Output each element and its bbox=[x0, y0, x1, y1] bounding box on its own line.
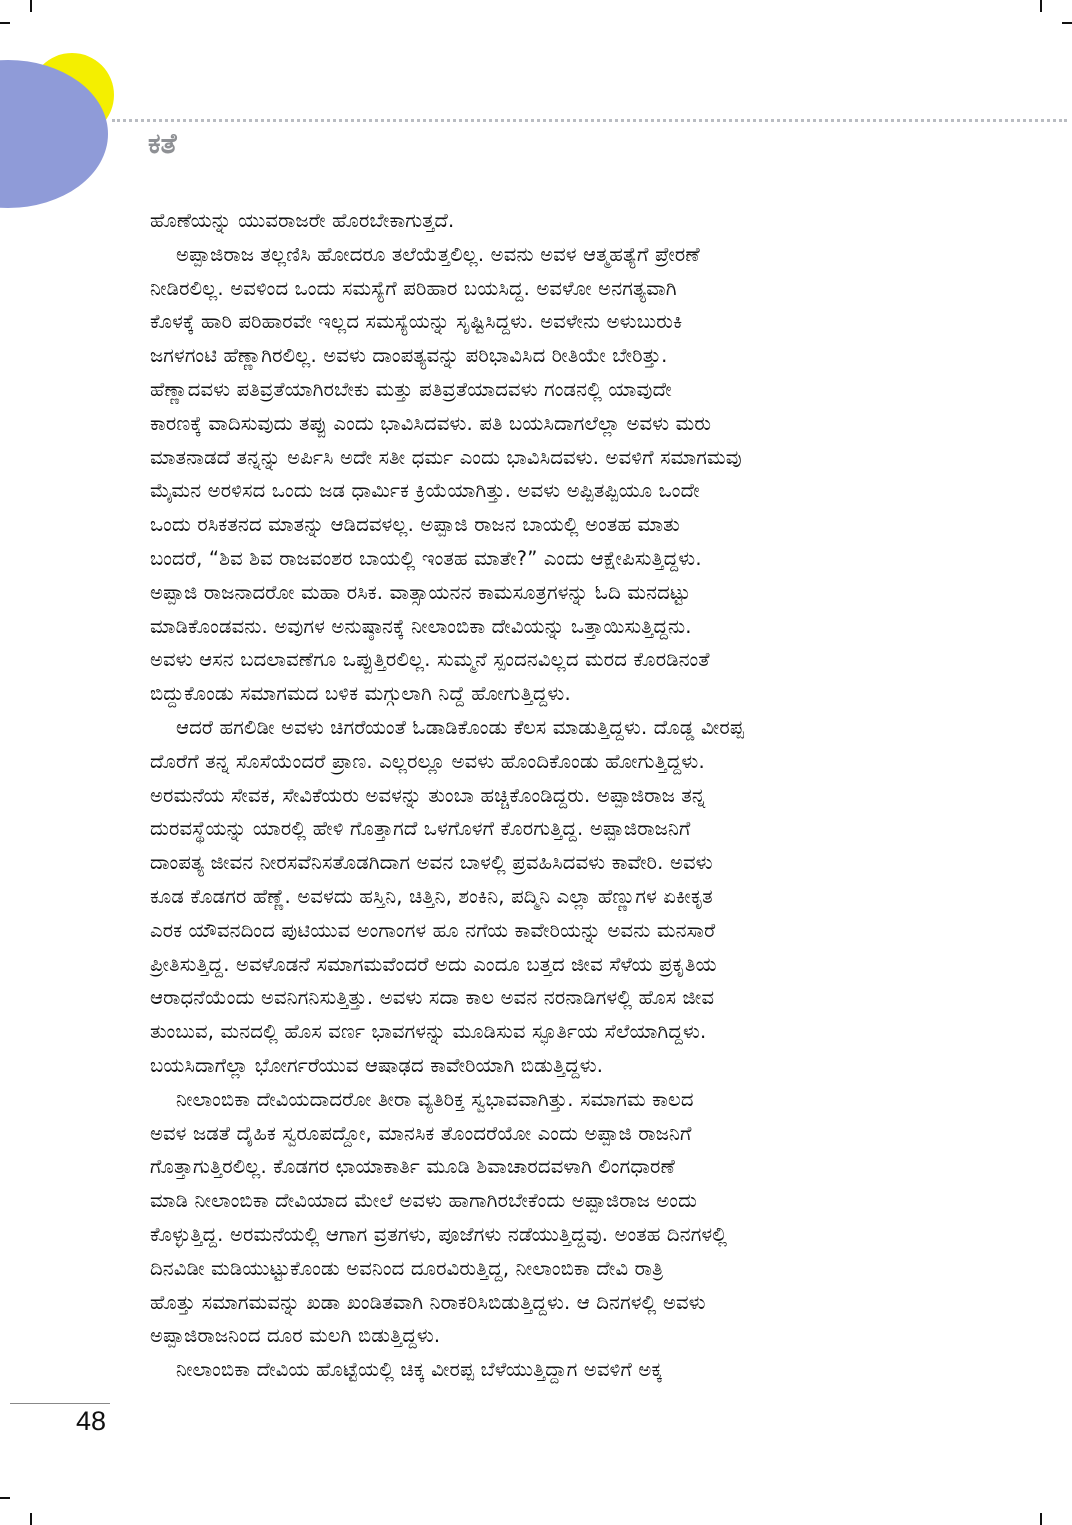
text-line: ಮಾತನಾಡದೆ ತನ್ನನ್ನು ಅರ್ಪಿಸಿ ಅದೇ ಸತೀ ಧರ್ಮ ಎಂದು ಭಾವಿಸಿದವಳು. ಅವಳಿಗೆ ಸಮಾಗಮವು bbox=[150, 445, 742, 469]
crop-mark-bottom-right-vertical bbox=[1040, 1513, 1042, 1525]
text-line: ಒಂದು ರಸಿಕತನದ ಮಾತನ್ನು ಆಡಿದವಳಲ್ಲ. ಅಪ್ಪಾಜಿ ರಾಜನ ಬಾಯಲ್ಲಿ ಅಂತಹ ಮಾತು bbox=[150, 513, 680, 537]
text-line: ಕಾರಣಕ್ಕೆ ವಾದಿಸುವುದು ತಪ್ಪು ಎಂದು ಭಾವಿಸಿದವಳು. ಪತಿ ಬಯಸಿದಾಗಲೆಲ್ಲಾ ಅವಳು ಮರು bbox=[150, 411, 712, 435]
text-line: ನೀಡಿರಲಿಲ್ಲ. ಅವಳಿಂದ ಒಂದು ಸಮಸ್ಯೆಗೆ ಪರಿಹಾರ ಬಯಸಿದ್ದ. ಅವಳೋ ಅನಗತ್ಯವಾಗಿ bbox=[150, 276, 677, 300]
text-line: ಮಾಡಿಕೊಂಡವನು. ಅವುಗಳ ಅನುಷ್ಠಾನಕ್ಕೆ ನೀಲಾಂಬಿಕಾ ದೇವಿಯನ್ನು ಒತ್ತಾಯಿಸುತ್ತಿದ್ದನು. bbox=[150, 614, 692, 638]
text-line: ಆರಾಧನೆಯೆಂದು ಅವನಿಗನಿಸುತ್ತಿತ್ತು. ಅವಳು ಸದಾ ಕಾಲ ಅವನ ನರನಾಡಿಗಳಲ್ಲಿ ಹೊಸ ಜೀವ bbox=[150, 986, 715, 1010]
text-line: ಅವಳು ಆಸನ ಬದಲಾವಣೆಗೂ ಒಪ್ಪುತ್ತಿರಲಿಲ್ಲ. ಸುಮ್ಮನೆ ಸ್ಪಂದನವಿಲ್ಲದ ಮರದ ಕೊರಡಿನಂತೆ bbox=[150, 648, 710, 672]
text-line: ಅಪ್ಪಾಜಿ ರಾಜನಾದರೋ ಮಹಾ ರಸಿಕ. ವಾತ್ಸಾಯನನ ಕಾಮಸೂತ್ರಗಳನ್ನು ಓದಿ ಮನದಟ್ಟು bbox=[150, 580, 691, 604]
crop-mark-top-right-horizontal bbox=[1062, 22, 1072, 24]
text-line: ದೊರೆಗೆ ತನ್ನ ಸೊಸೆಯೆಂದರೆ ಪ್ರಾಣ. ಎಲ್ಲರಲ್ಲೂ ಅವಳು ಹೊಂದಿಕೊಂಡು ಹೋಗುತ್ತಿದ್ದಳು. bbox=[150, 749, 705, 773]
text-line: ನೀಲಾಂಬಿಕಾ ದೇವಿಯದಾದರೋ ತೀರಾ ವ್ಯತಿರಿಕ್ತ ಸ್ವಭಾವವಾಗಿತ್ತು. ಸಮಾಗಮ ಕಾಲದ bbox=[176, 1087, 694, 1111]
crop-mark-top-left-vertical bbox=[30, 0, 32, 12]
crop-mark-bottom-left-horizontal bbox=[0, 1497, 10, 1499]
text-line: ಅರಮನೆಯ ಸೇವಕ, ಸೇವಿಕೆಯರು ಅವಳನ್ನು ತುಂಬಾ ಹಚ್ಚಿಕೊಂಡಿದ್ದರು. ಅಪ್ಪಾಜಿರಾಜ ತನ್ನ bbox=[150, 783, 706, 807]
section-title: ಕತೆ bbox=[148, 127, 177, 160]
text-line: ಆದರೆ ಹಗಲಿಡೀ ಅವಳು ಚಿಗರೆಯಂತೆ ಓಡಾಡಿಕೊಂಡು ಕೆಲಸ ಮಾಡುತ್ತಿದ್ದಳು. ದೊಡ್ಡ ವೀರಪ್ಪ bbox=[176, 715, 745, 739]
dotted-header-rule bbox=[112, 119, 1067, 122]
text-line: ಮಾಡಿ ನೀಲಾಂಬಿಕಾ ದೇವಿಯಾದ ಮೇಲೆ ಅವಳು ಹಾಗಾಗಿರಬೇಕೆಂದು ಅಪ್ಪಾಜಿರಾಜ ಅಂದು bbox=[150, 1189, 698, 1213]
crop-mark-bottom-left-vertical bbox=[30, 1513, 32, 1525]
text-line: ದಾಂಪತ್ಯ ಜೀವನ ನೀರಸವೆನಿಸತೊಡಗಿದಾಗ ಅವನ ಬಾಳಲ್ಲಿ ಪ್ರವಹಿಸಿದವಳು ಕಾವೇರಿ. ಅವಳು bbox=[150, 851, 713, 875]
text-line: ಗೊತ್ತಾಗುತ್ತಿರಲಿಲ್ಲ. ಕೊಡಗರ ಛಾಯಾಕಾರ್ತಿ ಮೂಡಿ ಶಿವಾಚಾರದವಳಾಗಿ ಲಿಂಗಧಾರಣೆ bbox=[150, 1155, 675, 1179]
crop-mark-top-left-horizontal bbox=[0, 22, 10, 24]
text-line: ಜಗಳಗಂಟಿ ಹೆಣ್ಣಾಗಿರಲಿಲ್ಲ. ಅವಳು ದಾಂಪತ್ಯವನ್ನು ಪರಿಭಾವಿಸಿದ ರೀತಿಯೇ ಬೇರಿತ್ತು. bbox=[150, 344, 668, 368]
text-line: ಪ್ರೀತಿಸುತ್ತಿದ್ದ. ಅವಳೊಡನೆ ಸಮಾಗಮವೆಂದರೆ ಅದು ಎಂದೂ ಬತ್ತದ ಜೀವ ಸೆಳೆಯ ಪ್ರಕೃತಿಯ bbox=[150, 952, 717, 976]
text-line: ಅಪ್ಪಾಜಿರಾಜನಿಂದ ದೂರ ಮಲಗಿ ಬಿಡುತ್ತಿದ್ದಳು. bbox=[150, 1324, 441, 1348]
text-line: ಅಪ್ಪಾಜಿರಾಜ ತಲ್ಲಣಿಸಿ ಹೋದರೂ ತಲೆಯೆತ್ತಲಿಲ್ಲ. ಅವನು ಅವಳ ಆತ್ಮಹತ್ಯೆಗೆ ಪ್ರೇರಣೆ bbox=[176, 242, 700, 266]
text-line: ಬಂದರೆ, “ಶಿವ ಶಿವ ರಾಜವಂಶರ ಬಾಯಲ್ಲಿ ಇಂತಹ ಮಾತೇ?” ಎಂದು ಆಕ್ಷೇಪಿಸುತ್ತಿದ್ದಳು. bbox=[150, 546, 702, 570]
text-line: ಅವಳ ಜಡತೆ ದೈಹಿಕ ಸ್ವರೂಪದ್ದೋ, ಮಾನಸಿಕ ತೊಂದರೆಯೋ ಎಂದು ಅಪ್ಪಾಜಿ ರಾಜನಿಗೆ bbox=[150, 1121, 692, 1145]
text-line: ತುಂಬುವ, ಮನದಲ್ಲಿ ಹೊಸ ವರ್ಣ ಭಾವಗಳನ್ನು ಮೂಡಿಸುವ ಸ್ಫೂರ್ತಿಯ ಸೆಲೆಯಾಗಿದ್ದಳು. bbox=[150, 1020, 707, 1044]
text-line: ಹೊಣೆಯನ್ನು ಯುವರಾಜರೇ ಹೊರಬೇಕಾಗುತ್ತದೆ. bbox=[150, 209, 455, 232]
page-number: 48 bbox=[76, 1406, 107, 1436]
story-body-text bbox=[150, 204, 950, 1387]
text-line: ಕೊಳ್ಳುತ್ತಿದ್ದ. ಅರಮನೆಯಲ್ಲಿ ಆಗಾಗ ವ್ರತಗಳು, ಪೂಜೆಗಳು ನಡೆಯುತ್ತಿದ್ದವು. ಅಂತಹ ದಿನಗಳಲ್ಲಿ bbox=[150, 1222, 728, 1246]
text-line: ಕೊಳಕ್ಕೆ ಹಾರಿ ಪರಿಹಾರವೇ ಇಲ್ಲದ ಸಮಸ್ಯೆಯನ್ನು ಸೃಷ್ಟಿಸಿದ್ದಳು. ಅವಳೇನು ಅಳುಬುರುಕಿ bbox=[150, 310, 683, 334]
crop-mark-top-right-vertical bbox=[1040, 0, 1042, 12]
text-line: ಎರಕ ಯೌವನದಿಂದ ಪುಟಿಯುವ ಅಂಗಾಂಗಳ ಹೂ ನಗೆಯ ಕಾವೇರಿಯನ್ನು ಅವನು ಮನಸಾರೆ bbox=[150, 918, 716, 942]
text-line: ಹೊತ್ತು ಸಮಾಗಮವನ್ನು ಖಡಾ ಖಂಡಿತವಾಗಿ ನಿರಾಕರಿಸಿಬಿಡುತ್ತಿದ್ದಳು. ಆ ದಿನಗಳಲ್ಲಿ ಅವಳು bbox=[150, 1290, 706, 1314]
text-line: ಬಯಸಿದಾಗೆಲ್ಲಾ ಭೋರ್ಗರೆಯುವ ಆಷಾಢದ ಕಾವೇರಿಯಾಗಿ ಬಿಡುತ್ತಿದ್ದಳು. bbox=[150, 1053, 604, 1077]
text-line: ಮೈಮನ ಅರಳಿಸದ ಒಂದು ಜಡ ಧಾರ್ಮಿಕ ಕ್ರಿಯೆಯಾಗಿತ್ತು. ಅವಳು ಅಪ್ಪಿತಪ್ಪಿಯೂ ಒಂದೇ bbox=[150, 479, 700, 503]
text-line: ದಿನವಿಡೀ ಮಡಿಯುಟ್ಟುಕೊಂಡು ಅವನಿಂದ ದೂರವಿರುತ್ತಿದ್ದ, ನೀಲಾಂಬಿಕಾ ದೇವಿ ರಾತ್ರಿ bbox=[150, 1256, 664, 1280]
text-line: ದುರವಸ್ಥೆಯನ್ನು ಯಾರಲ್ಲಿ ಹೇಳಿ ಗೊತ್ತಾಗದೆ ಒಳಗೊಳಗೆ ಕೊರಗುತ್ತಿದ್ದ. ಅಪ್ಪಾಜಿರಾಜನಿಗೆ bbox=[150, 817, 691, 841]
text-line: ನೀಲಾಂಬಿಕಾ ದೇವಿಯ ಹೊಟ್ಟೆಯಲ್ಲಿ ಚಿಕ್ಕ ವೀರಪ್ಪ ಬೆಳೆಯುತ್ತಿದ್ದಾಗ ಅವಳಿಗೆ ಅಕ್ಕ bbox=[176, 1358, 663, 1382]
text-line: ಕೂಡ ಕೊಡಗರ ಹೆಣ್ಣೆ. ಅವಳದು ಹಸ್ತಿನಿ, ಚಿತ್ತಿನಿ, ಶಂಕಿನಿ, ಪದ್ಮಿನಿ ಎಲ್ಲಾ ಹೆಣ್ಣುಗಳ ಏಕೀಕೃತ bbox=[150, 884, 713, 908]
text-line: ಬಿದ್ದುಕೊಂಡು ಸಮಾಗಮದ ಬಳಿಕ ಮಗ್ಗುಲಾಗಿ ನಿದ್ದೆ ಹೋಗುತ್ತಿದ್ದಳು. bbox=[150, 682, 571, 706]
text-line: ಹೆಣ್ಣಾದವಳು ಪತಿವ್ರತೆಯಾಗಿರಬೇಕು ಮತ್ತು ಪತಿವ್ರತೆಯಾದವಳು ಗಂಡನಲ್ಲಿ ಯಾವುದೇ bbox=[150, 377, 672, 401]
